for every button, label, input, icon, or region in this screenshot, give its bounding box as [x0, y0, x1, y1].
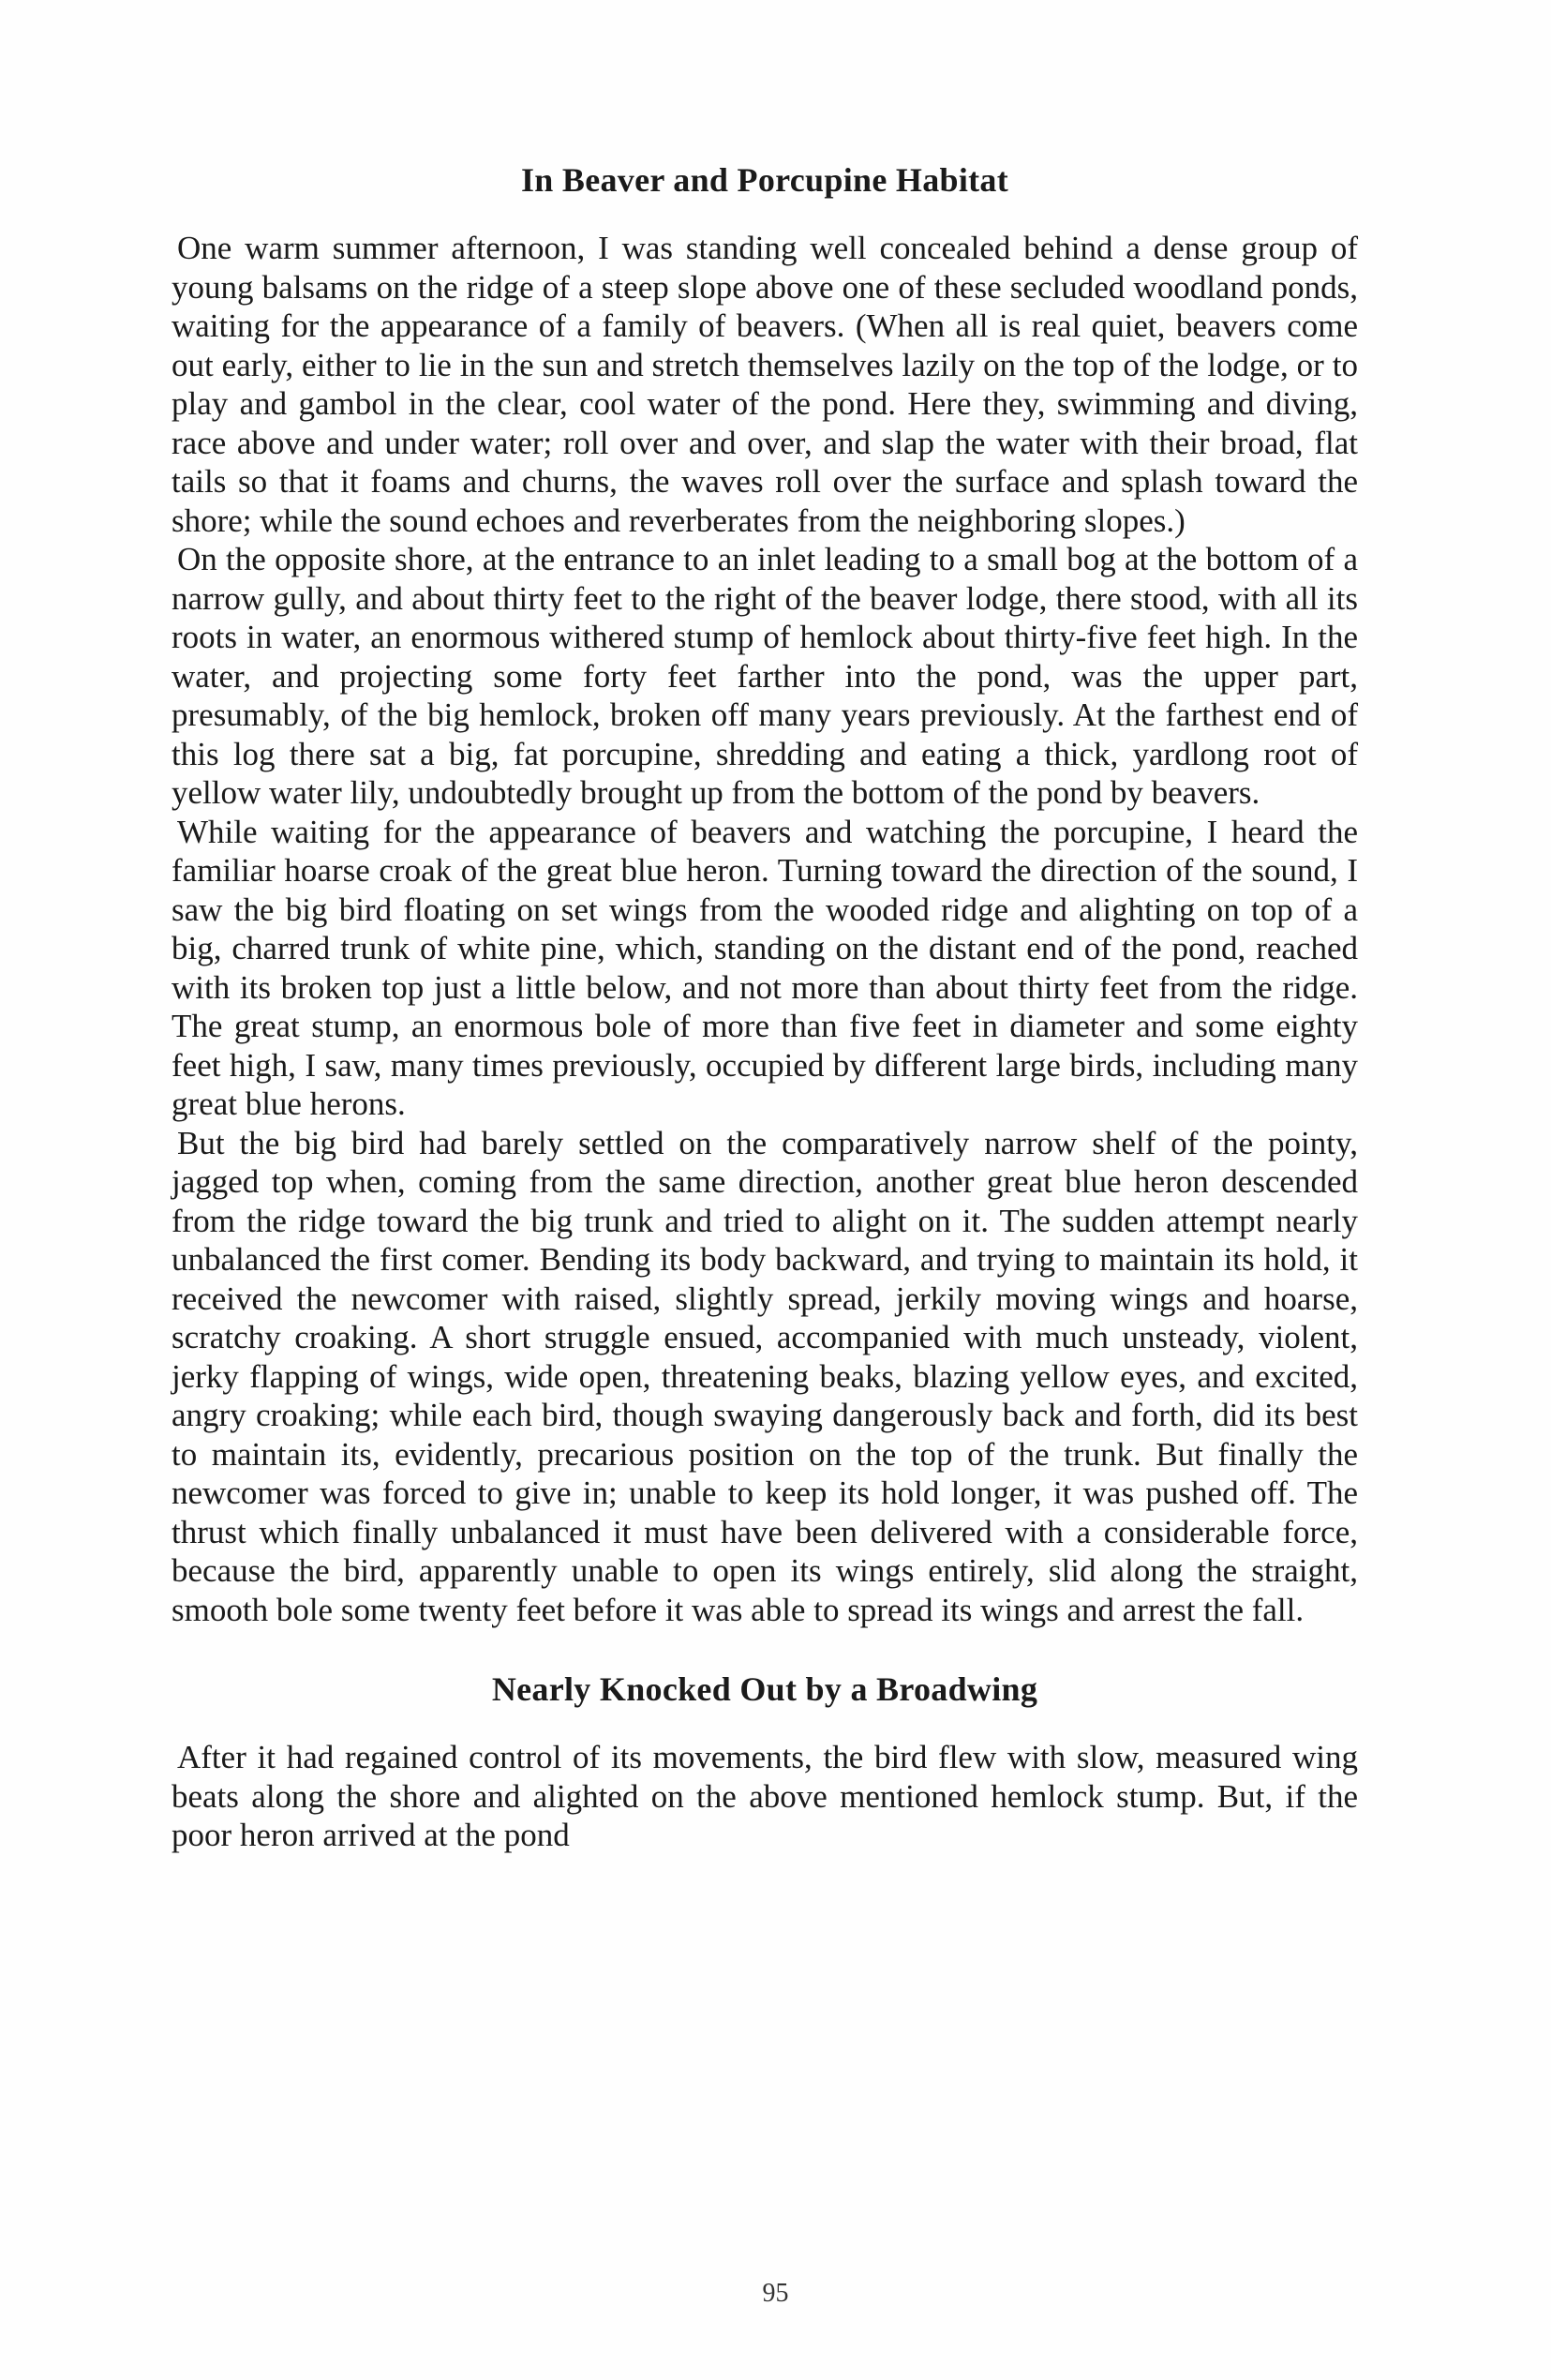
text-column	[172, 159, 1358, 1855]
paragraph-opposite-shore: On the opposite shore, at the entrance to an inlet leading to a small bog at the bottom of a narrow gully, and about thirty feet to the right of the beaver lodge, there stood, with all its roots in water, an enormous withered stump of hemlock about thirty-five feet high. In the water, and projecting some forty feet farther into the pond, was the upper part, presumably, of the big hemlock, broken off many years previously. At the farthest end of this log there sat a big, fat porcupine, shredding and eating a thick, yardlong root of yellow water lily, undoubtedly brought up from the bottom of the pond by beavers.	[172, 541, 1358, 811]
section-heading-beaver-porcupine: In Beaver and Porcupine Habitat	[520, 161, 1008, 199]
section-heading-broadwing: Nearly Knocked Out by a Broadwing	[491, 1670, 1038, 1708]
paragraph-summer-afternoon: One warm summer afternoon, I was standing well concealed behind a dense group of young balsams on the ridge of a steep slope above one of these secluded woodland ponds, waiting for the appearance of a family of beavers. (When all is real quiet, beavers come out early, either to lie in the sun and stretch themselves lazily on the top of the lodge, or to play and gambol in the clear, cool water of the pond. Here they, swimming and diving, race above and under water; roll over and over, and slap the water with their broad, flat tails so that it foams and churns, the waves roll over the surface and splash toward the shore; while the sound echoes and reverberates from the neighboring slopes.)	[172, 230, 1358, 539]
paragraph-regained-control: After it had regained control of its movements, the bird flew with slow, measured wing beats along the shore and alighted on the above mentioned hemlock stump. But, if the poor heron arrived at the pond	[172, 1739, 1358, 1853]
paragraph-heron-struggle: But the big bird had barely settled on the comparatively narrow shelf of the pointy, jagged top when, coming from the same direction, another great blue heron descended from the ridge toward the big trunk and tried to alight on it. The sudden attempt nearly unbalanced the first comer. Bending its body backward, and trying to maintain its hold, it received the newcomer with raised, slightly spread, jerkily moving wings and hoarse, scratchy croaking. A short struggle ensued, accompanied with much unsteady, violent, jerky flapping of wings, wide open, threatening beaks, blazing yellow eyes, and excited, angry croaking; while each bird, though swaying dangerously back and forth, did its best to maintain its, evidently, precarious position on the top of the trunk. But finally the newcomer was forced to give in; unable to keep its hold longer, it was pushed off. The thrust which finally unbalanced it must have been delivered with a considerable force, because the bird, apparently unable to open its wings entirely, slid along the straight, smooth bole some twenty feet before it was able to spread its wings and arrest the fall.	[172, 1124, 1358, 1628]
page-number: 95	[762, 2279, 789, 2308]
paragraph-heron-croak: While waiting for the appearance of beavers and watching the porcupine, I heard the familiar hoarse croak of the great blue heron. Turning toward the direction of the sound, I saw the big bird floating on set wings from the wooded ridge and alighting on top of a big, charred trunk of white pine, which, standing on the distant end of the pond, reached with its broken top just a little below, and not more than about thirty feet from the ridge. The great stump, an enormous bole of more than five feet in diameter and some eighty feet high, I saw, many times previously, occupied by different large birds, including many great blue herons.	[172, 813, 1358, 1122]
